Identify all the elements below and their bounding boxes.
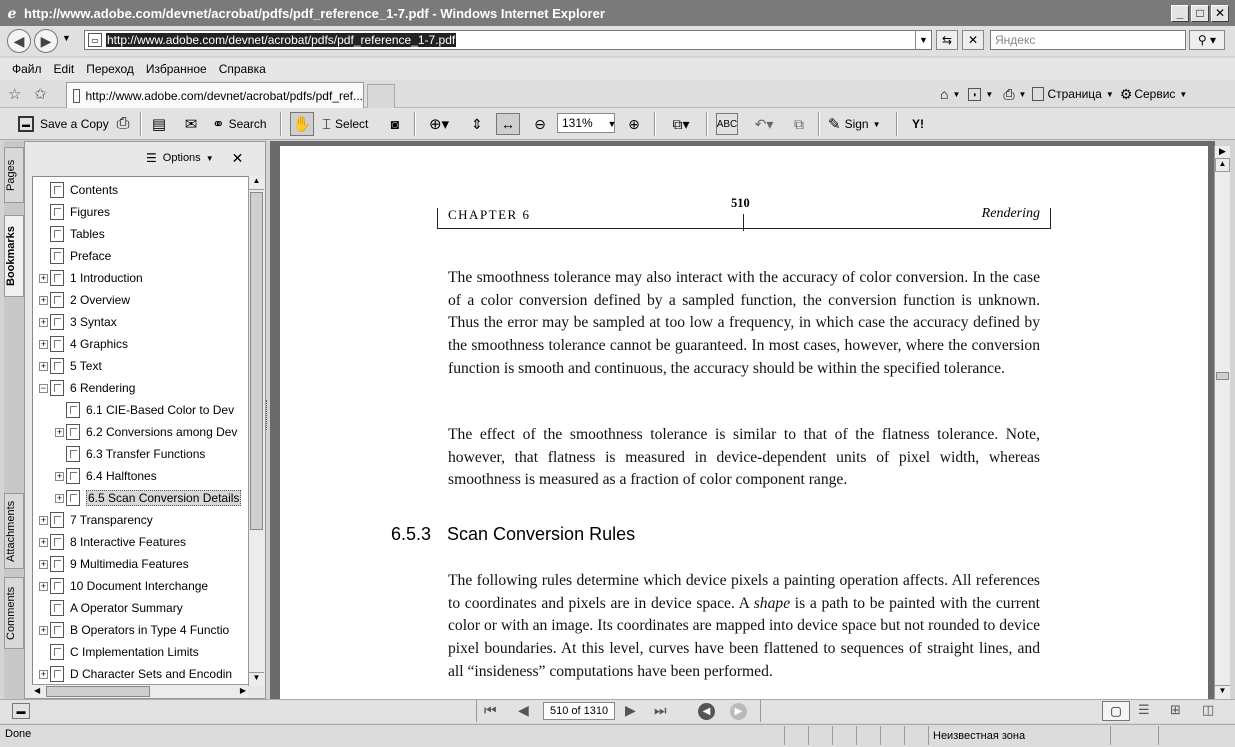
- zoom-in-icon[interactable]: ⊕: [628, 115, 640, 132]
- zoom-dropdown-icon[interactable]: ▼: [607, 119, 617, 129]
- bookmark-item[interactable]: [33, 465, 264, 487]
- continuous-facing-view-icon[interactable]: ◫: [1202, 702, 1215, 717]
- browser-tab[interactable]: [66, 82, 364, 108]
- tab-pdf-icon: [73, 89, 80, 103]
- add-favorite-icon[interactable]: ✩: [34, 86, 47, 103]
- running-header-chapter: CHAPTER 6: [448, 207, 531, 222]
- header-rule-right: [1050, 208, 1051, 229]
- bookmark-label: 4 Graphics: [70, 337, 129, 351]
- search-pdf-button[interactable]: [212, 113, 267, 135]
- expand-icon[interactable]: +: [40, 624, 47, 635]
- tools-menu[interactable]: Сервис: [1134, 87, 1176, 101]
- paragraph-clip: [448, 570, 1040, 699]
- zone-label: Неизвестная зона: [933, 729, 1026, 742]
- bookmark-label: 3 Syntax: [70, 315, 117, 329]
- security-zone: [928, 726, 1108, 745]
- single-page-view-icon[interactable]: ▢: [1102, 701, 1130, 721]
- bookmark-icon: [50, 600, 64, 616]
- bookmark-icon: [50, 358, 64, 374]
- menu-edit[interactable]: Edit: [53, 62, 75, 76]
- bookmark-item[interactable]: [33, 575, 264, 597]
- doc-scroll-thumb[interactable]: [1216, 372, 1229, 380]
- heading-number: 6.5.3: [391, 524, 432, 544]
- menu-file[interactable]: Файл: [12, 62, 42, 76]
- actual-size-icon[interactable]: ⇕: [471, 115, 483, 132]
- bookmark-icon: [50, 336, 64, 352]
- facing-view-icon[interactable]: ⊞: [1170, 702, 1181, 717]
- expand-icon[interactable]: +: [40, 558, 47, 569]
- bookmark-item[interactable]: [33, 201, 264, 223]
- bookmark-item[interactable]: [33, 355, 264, 377]
- bookmark-item[interactable]: [33, 289, 264, 311]
- status-cell: [784, 726, 806, 745]
- status-cell: [832, 726, 854, 745]
- history-dropdown-icon[interactable]: ▼: [62, 33, 71, 43]
- expand-icon[interactable]: +: [40, 338, 47, 349]
- collapse-icon[interactable]: −: [40, 382, 47, 393]
- bookmark-item[interactable]: [33, 399, 264, 421]
- snapshot-camera-icon[interactable]: ◙: [390, 116, 400, 132]
- options-icon: ☰: [146, 151, 157, 165]
- paragraph: The smoothness tolerance may also interact with the accuracy of color conversion. In the case of a color conversion defined by a sampled function, the conversion function is unknown. Thus the error may be sampled at too low a frequency, in which case the accuracy defined by the smoothness tolerance cannot be guaranteed. In most cases, however, where the conversion function is smooth and continuous, the accuracy should be within the specified tolerance.: [448, 269, 1040, 377]
- bookmark-item[interactable]: [33, 619, 264, 641]
- status-cell: [1158, 726, 1228, 745]
- bookmark-item[interactable]: [33, 553, 264, 575]
- select-tool-button[interactable]: [322, 113, 368, 135]
- bookmark-icon: [66, 446, 80, 462]
- favorites-star-icon[interactable]: ☆: [8, 86, 22, 103]
- options-dropdown-icon[interactable]: ▼: [205, 153, 214, 163]
- search-go-button[interactable]: ⚲ ▾: [1189, 30, 1225, 50]
- bookmark-label: 6.5 Scan Conversion Details: [88, 491, 240, 505]
- expand-icon[interactable]: +: [40, 360, 47, 371]
- menu-help[interactable]: Справка: [218, 62, 266, 76]
- toolbar-separator: [706, 112, 708, 136]
- bookmark-label: 9 Multimedia Features: [70, 557, 189, 571]
- address-url: http://www.adobe.com/devnet/acrobat/pdfs/pdf_reference_1-7.pdf: [107, 33, 456, 47]
- organizer-icon[interactable]: ▤: [151, 116, 167, 133]
- select-cursor-icon: ⌶: [322, 115, 332, 133]
- bookmark-label: A Operator Summary: [70, 601, 183, 615]
- page-menu[interactable]: Страница: [1047, 87, 1102, 101]
- expand-icon[interactable]: +: [40, 668, 47, 679]
- bookmark-label: 6.1 CIE-Based Color to Dev: [86, 403, 235, 417]
- navigation-tabs: [4, 141, 24, 699]
- next-page-icon[interactable]: ▶: [625, 702, 636, 718]
- home-icon[interactable]: ⌂: [940, 86, 949, 102]
- bookmark-icon: [50, 292, 64, 308]
- options-menu[interactable]: Options: [162, 152, 201, 164]
- bookmark-label: 8 Interactive Features: [70, 535, 187, 549]
- paragraph-text: is a path to be painted with the current color or with an image. Its coordinates are mapped into device space but not rounded to device pixel boundaries. At this level, curves have been flattened to sequences of straight lines, and all “insideness” computations have been performed.: [448, 594, 1040, 680]
- bookmark-item[interactable]: [33, 641, 264, 663]
- bookmark-item[interactable]: [33, 223, 264, 245]
- toolbar-separator: [140, 112, 142, 136]
- bookmark-icon: [66, 468, 80, 484]
- zoom-in-tool-icon[interactable]: ⊕▾: [428, 116, 450, 133]
- window-title: http://www.adobe.com/devnet/acrobat/pdfs/pdf_reference_1-7.pdf - Windows Internet Explorer: [24, 5, 605, 21]
- copy-icon[interactable]: ⧉: [794, 115, 804, 132]
- expand-icon[interactable]: +: [56, 426, 63, 437]
- tools-gear-icon: ⚙: [1119, 85, 1133, 102]
- bookmark-icon: [66, 490, 80, 506]
- bookmark-icon: [50, 204, 64, 220]
- expand-icon[interactable]: +: [40, 316, 47, 327]
- minimize-button[interactable]: _: [1171, 5, 1189, 22]
- title-bar: [0, 0, 1235, 26]
- status-cell: [880, 726, 902, 745]
- heading-title: Scan Conversion Rules: [447, 524, 636, 544]
- bookmark-item[interactable]: [33, 421, 264, 443]
- address-bar[interactable]: [84, 30, 932, 50]
- last-page-icon[interactable]: ⏭: [654, 702, 667, 718]
- bookmark-item[interactable]: [33, 443, 264, 465]
- save-copy-label: Save a Copy: [40, 117, 109, 131]
- tab-bookmarks[interactable]: Bookmarks: [4, 215, 24, 297]
- bookmark-label: B Operators in Type 4 Functio: [70, 623, 230, 637]
- bookmark-icon: [50, 534, 64, 550]
- status-cell: [904, 726, 926, 745]
- bookmark-item[interactable]: [33, 509, 264, 531]
- previous-page-icon[interactable]: ◀: [518, 702, 529, 718]
- search-placeholder: Яндекс: [995, 33, 1036, 47]
- sign-label: Sign: [844, 117, 869, 131]
- page-icon: [1032, 87, 1044, 101]
- page-number-input[interactable]: [543, 702, 615, 720]
- first-page-icon[interactable]: ⏮: [484, 702, 497, 718]
- nav-separator: [476, 700, 478, 722]
- bookmark-label: 6.3 Transfer Functions: [86, 447, 206, 461]
- bookmark-item[interactable]: [33, 311, 264, 333]
- bookmark-icon: [50, 314, 64, 330]
- back-button[interactable]: ◀: [7, 29, 31, 53]
- bookmark-label: 10 Document Interchange: [70, 579, 209, 593]
- expand-icon[interactable]: +: [40, 294, 47, 305]
- bookmark-label: C Implementation Limits: [70, 645, 199, 659]
- bookmark-item[interactable]: [33, 245, 264, 267]
- header-rule-left: [437, 208, 438, 229]
- close-window-button[interactable]: ✕: [1211, 5, 1229, 22]
- bookmark-item[interactable]: [33, 267, 264, 289]
- ie-command-bar: ⌂ ▼ ◗ ▼ ⎙ ▼ Страница ▼ ⚙ Сервис ▼: [940, 85, 1188, 102]
- spellcheck-icon[interactable]: ABC: [716, 113, 738, 135]
- bookmark-item[interactable]: [33, 487, 264, 509]
- previous-view-icon[interactable]: ◀: [698, 703, 715, 720]
- bookmark-label: D Character Sets and Encodin: [70, 667, 233, 681]
- menu-favorites[interactable]: Избранное: [145, 62, 207, 76]
- sign-button[interactable]: ✎ Sign ▼: [828, 116, 881, 133]
- page-number: 510: [731, 196, 750, 210]
- tab-comments[interactable]: Comments: [4, 577, 24, 649]
- bookmark-icon: [50, 644, 64, 660]
- toolbar-separator: [818, 112, 820, 136]
- ie-logo-icon: ℯ: [7, 4, 17, 21]
- refresh-button[interactable]: ⇆: [936, 30, 958, 50]
- toolbar-separator: [414, 112, 416, 136]
- bookmark-item[interactable]: [33, 531, 264, 553]
- yahoo-icon[interactable]: Y!: [912, 117, 924, 131]
- pen-icon: ✎: [828, 116, 841, 133]
- section-heading: [391, 524, 635, 545]
- expand-icon[interactable]: +: [40, 580, 47, 591]
- search-pdf-label: Search: [228, 117, 267, 131]
- bookmark-item[interactable]: [33, 333, 264, 355]
- maximize-button[interactable]: □: [1191, 5, 1209, 22]
- page-layout-icon[interactable]: ⧉▾: [672, 115, 690, 132]
- status-text: Done: [5, 728, 32, 740]
- header-rule-mid: [743, 214, 744, 231]
- zoom-level-value: 131%: [562, 116, 593, 130]
- bookmark-icon: [50, 182, 64, 198]
- fit-width-icon[interactable]: ↔: [496, 113, 520, 135]
- panel-header: [24, 145, 266, 171]
- tree-scroll-thumb[interactable]: [250, 192, 263, 530]
- status-cell: [808, 726, 830, 745]
- tree-scrollbar[interactable]: ▲ ▼: [248, 176, 264, 686]
- next-view-icon[interactable]: ▶: [730, 703, 747, 720]
- bookmark-label: 6.2 Conversions among Dev: [86, 425, 238, 439]
- expand-icon[interactable]: +: [56, 492, 63, 503]
- header-rule: [437, 228, 1051, 229]
- expand-icon[interactable]: +: [56, 470, 63, 481]
- bookmark-icon: [50, 270, 64, 286]
- bookmark-label: Preface: [70, 249, 112, 263]
- bookmark-item[interactable]: [33, 377, 264, 399]
- bookmark-icon: [50, 512, 64, 528]
- status-cell: [1110, 726, 1156, 745]
- bookmark-icon: [50, 622, 64, 638]
- print-pdf-icon[interactable]: ⎙: [116, 115, 130, 132]
- tab-attachments[interactable]: Attachments: [4, 493, 24, 569]
- bookmark-label: 2 Overview: [70, 293, 131, 307]
- status-cell: [856, 726, 878, 745]
- page-number-value: 510 of 1310: [550, 705, 609, 717]
- toolbar-separator: [654, 112, 656, 136]
- paragraph: The effect of the smoothness tolerance is similar to that of the flatness tolerance. Note, however, that flatness is measured in device-dependent units of pixel width, whereas smoothness is measured as a fraction of color component range.: [448, 426, 1040, 489]
- tab-pages[interactable]: Pages: [4, 147, 24, 203]
- bookmark-label: 6.4 Halftones: [86, 469, 157, 483]
- forward-button[interactable]: ▶: [34, 29, 58, 53]
- toolbar-separator: [280, 112, 282, 136]
- running-header-section: Rendering: [981, 206, 1040, 221]
- address-dropdown-icon[interactable]: ▼: [915, 31, 931, 49]
- select-label: Select: [335, 117, 369, 131]
- menu-bar: [0, 58, 1235, 80]
- bookmark-label: Tables: [70, 227, 105, 241]
- print-icon[interactable]: ⎙: [1003, 85, 1015, 102]
- bookmark-icon: [50, 226, 64, 242]
- document-scrollbar[interactable]: ▶ ▲ ▼: [1214, 146, 1230, 699]
- paragraph: [448, 570, 1040, 684]
- toolbar-separator: [896, 112, 898, 136]
- bookmark-icon: [50, 666, 64, 682]
- bookmark-item[interactable]: [33, 179, 264, 201]
- tree-h-scrollbar[interactable]: ◀ ▶: [32, 684, 248, 698]
- new-tab-button[interactable]: [367, 84, 395, 108]
- paragraph-text: The following rules determine which device pixels a painting operation affects. All references to coordinates and pixels are in device space. A: [448, 572, 1040, 612]
- save-copy-button[interactable]: [6, 113, 109, 135]
- hand-tool-icon[interactable]: ✋: [290, 112, 314, 136]
- bookmark-label: Figures: [70, 205, 111, 219]
- bookmark-item[interactable]: [33, 663, 264, 685]
- search-input[interactable]: [990, 30, 1186, 50]
- page-nav-bar: [0, 699, 1235, 723]
- close-panel-icon[interactable]: ✕: [231, 149, 244, 166]
- bookmark-icon: [50, 578, 64, 594]
- panel-toggle-icon[interactable]: ▬: [12, 703, 30, 719]
- menu-go[interactable]: Переход: [86, 62, 134, 76]
- bookmark-icon: [66, 402, 80, 418]
- bookmark-label: 1 Introduction: [70, 271, 143, 285]
- tab-label: http://www.adobe.com/devnet/acrobat/pdfs/pdf_ref...: [85, 88, 363, 103]
- email-icon[interactable]: ✉: [184, 116, 198, 133]
- bookmark-icon: [50, 556, 64, 572]
- emphasis-text: shape: [753, 594, 791, 612]
- expand-icon[interactable]: +: [40, 514, 47, 525]
- bookmark-label: 6 Rendering: [70, 381, 136, 395]
- undo-icon[interactable]: ↶▾: [754, 115, 774, 132]
- binoculars-icon: ⚭: [212, 116, 225, 133]
- bookmark-label: 7 Transparency: [70, 513, 153, 527]
- expand-icon[interactable]: +: [40, 272, 47, 283]
- expand-icon[interactable]: +: [40, 536, 47, 547]
- bookmark-item[interactable]: [33, 597, 264, 619]
- continuous-view-icon[interactable]: ☰: [1138, 702, 1150, 717]
- zoom-out-icon[interactable]: ⊖: [534, 115, 546, 132]
- stop-button[interactable]: ✕: [962, 30, 984, 50]
- bookmark-icon: [50, 248, 64, 264]
- pdf-page-icon: ▭: [88, 33, 102, 47]
- nav-separator: [760, 700, 762, 722]
- save-disk-icon: ▬: [18, 116, 34, 132]
- bookmark-icon: [50, 380, 64, 396]
- bookmark-label: Contents: [70, 183, 119, 197]
- bookmark-label: 5 Text: [70, 359, 102, 373]
- bookmark-icon: [66, 424, 80, 440]
- bookmark-tree: [32, 176, 264, 686]
- feeds-icon[interactable]: ◗: [968, 88, 981, 101]
